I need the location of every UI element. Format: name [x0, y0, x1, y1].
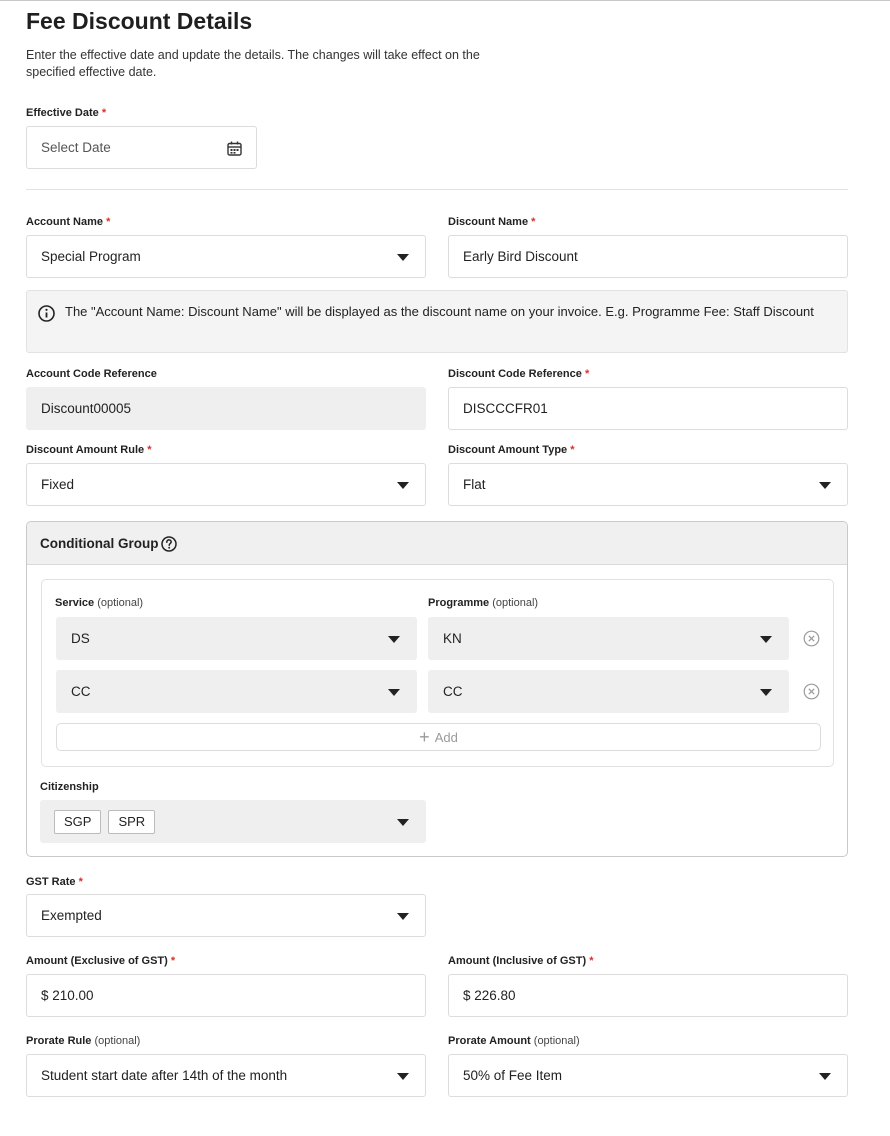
gst-rate-value: Exempted	[41, 908, 102, 923]
discount-amount-type-label: Discount Amount Type *	[448, 444, 575, 456]
programme-select[interactable]	[428, 617, 789, 660]
prorate-rule-value: Student start date after 14th of the month	[41, 1068, 288, 1083]
caret-down-icon	[760, 689, 772, 696]
gst-rate-select[interactable]	[26, 894, 426, 937]
caret-down-icon	[760, 636, 772, 643]
account-code-reference-label: Account Code Reference	[26, 368, 157, 380]
conditional-group-header	[27, 522, 847, 565]
amount-inclusive-label: Amount (Inclusive of GST) *	[448, 955, 594, 967]
page-title: Fee Discount Details	[26, 8, 253, 34]
programme-label: Programme (optional)	[428, 597, 539, 609]
account-code-reference-value: Discount00005	[41, 401, 132, 416]
prorate-rule-label: Prorate Rule (optional)	[26, 1035, 141, 1047]
caret-down-icon	[397, 1073, 409, 1080]
discount-name-label: Discount Name *	[448, 216, 536, 228]
prorate-rule-select[interactable]	[26, 1054, 426, 1097]
discount-code-reference-input[interactable]	[448, 387, 848, 430]
top-border	[0, 0, 890, 1]
prorate-amount-label: Prorate Amount (optional)	[448, 1035, 580, 1047]
help-circle-icon[interactable]	[161, 536, 177, 552]
effective-date-label: Effective Date *	[26, 107, 107, 119]
service-value: CC	[71, 684, 91, 699]
citizenship-chip[interactable]: SPR	[108, 810, 155, 834]
prorate-amount-value: 50% of Fee Item	[463, 1068, 563, 1083]
discount-amount-rule-label: Discount Amount Rule *	[26, 444, 152, 456]
service-select[interactable]	[56, 617, 417, 660]
calendar-icon[interactable]	[227, 141, 242, 156]
add-condition-label: Add	[434, 729, 458, 745]
service-select[interactable]	[56, 670, 417, 713]
amount-exclusive-input[interactable]	[26, 974, 426, 1017]
amount-exclusive-label: Amount (Exclusive of GST) *	[26, 955, 176, 967]
prorate-amount-select[interactable]	[448, 1054, 848, 1097]
plus-icon: +	[419, 726, 430, 747]
conditional-group-title: Conditional Group	[40, 536, 159, 551]
info-note-text: The "Account Name: Discount Name" will be displayed as the discount name on your invoice. E.g. Programme Fee: Staff Discount	[65, 304, 814, 319]
remove-circle-icon[interactable]	[803, 630, 820, 647]
section-divider	[26, 189, 848, 190]
caret-down-icon	[397, 482, 409, 489]
effective-date-input[interactable]	[26, 126, 257, 169]
programme-value: CC	[443, 684, 463, 699]
service-programme-conditions	[41, 579, 834, 767]
citizenship-label: Citizenship	[40, 781, 99, 793]
service-label: Service (optional)	[55, 597, 144, 609]
account-name-value: Special Program	[41, 249, 141, 264]
add-condition-button[interactable]	[56, 723, 821, 751]
caret-down-icon	[819, 482, 831, 489]
effective-date-placeholder: Select Date	[41, 140, 111, 155]
amount-inclusive-input[interactable]	[448, 974, 848, 1017]
programme-value: KN	[443, 631, 462, 646]
discount-amount-rule-value: Fixed	[41, 477, 75, 492]
account-code-reference-field	[26, 387, 426, 430]
citizenship-chip[interactable]: SGP	[54, 810, 101, 834]
discount-code-reference-label: Discount Code Reference *	[448, 368, 590, 380]
remove-circle-icon[interactable]	[803, 683, 820, 700]
info-icon	[38, 305, 55, 322]
programme-select[interactable]	[428, 670, 789, 713]
gst-rate-label: GST Rate *	[26, 876, 83, 888]
caret-down-icon	[397, 819, 409, 826]
caret-down-icon	[397, 913, 409, 920]
discount-name-input[interactable]	[448, 235, 848, 278]
amount-exclusive-value: $ 210.00	[41, 988, 94, 1003]
citizenship-multiselect[interactable]	[40, 800, 426, 843]
service-value: DS	[71, 631, 90, 646]
caret-down-icon	[397, 254, 409, 261]
conditional-group	[26, 521, 848, 857]
discount-amount-type-select[interactable]	[448, 463, 848, 506]
discount-name-value: Early Bird Discount	[463, 249, 578, 264]
discount-amount-type-value: Flat	[463, 477, 486, 492]
caret-down-icon	[819, 1073, 831, 1080]
discount-code-reference-value: DISCCCFR01	[463, 401, 548, 416]
amount-inclusive-value: $ 226.80	[463, 988, 516, 1003]
account-name-label: Account Name *	[26, 216, 111, 228]
caret-down-icon	[388, 689, 400, 696]
discount-amount-rule-select[interactable]	[26, 463, 426, 506]
page-subtitle: Enter the effective date and update the details. The changes will take effect on the specified effective date.	[26, 48, 480, 79]
account-name-select[interactable]	[26, 235, 426, 278]
info-note	[26, 290, 848, 353]
caret-down-icon	[388, 636, 400, 643]
